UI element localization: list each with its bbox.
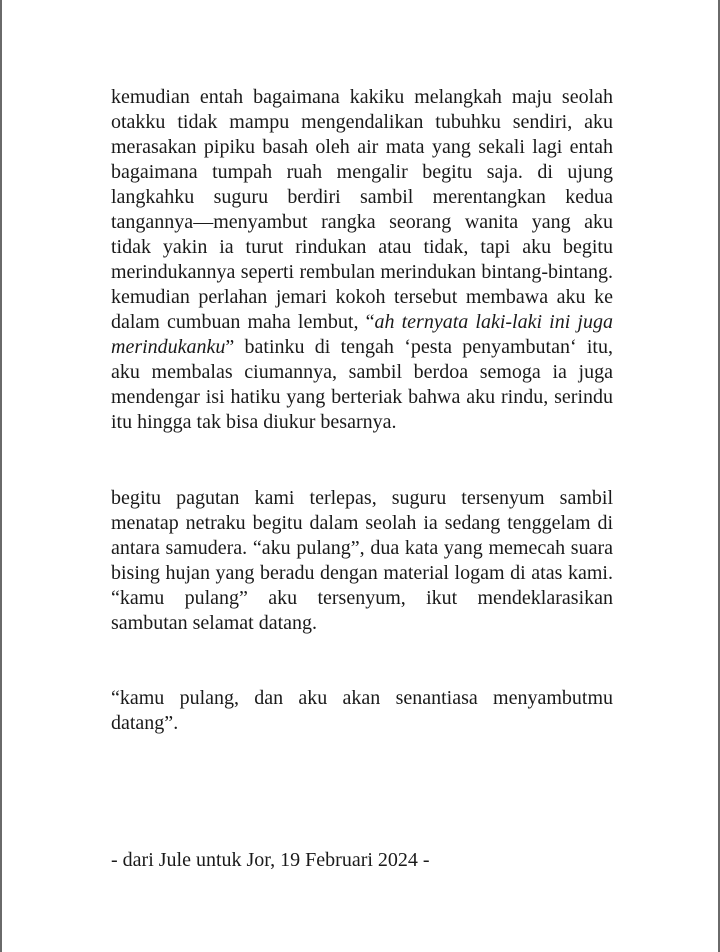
paragraph-3-text: “kamu pulang, dan aku akan senantiasa menyambutmu datang”. (111, 687, 613, 734)
paragraph-2-text: begitu pagutan kami terlepas, suguru tersenyum sambil menatap netraku begitu dalam seolah ia sedang tenggelam di antara samudera. “aku pulang”, dua kata yang memecah suara bising hujan yang beradu dengan material logam di atas kami. “kamu pulang” aku tersenyum, ikut mendeklarasikan sambutan selamat datang. (111, 487, 613, 634)
paragraph-1-start: kemudian entah bagaimana kakiku melangkah maju seolah otakku tidak mampu mengendalikan tubuhku sendiri, aku merasakan pipiku basah oleh air mata yang sekali lagi entah bagaimana tumpah ruah mengalir begitu saja. di ujung langkahku suguru berdiri sambil merentangkan kedua tangannya—menyambut rangka seorang wanita yang aku tidak yakin ia turut rindukan atau tidak, tapi aku begitu merindukannya seperti rembulan merindukan bintang-bintang. kemudian perlahan jemari kokoh tersebut membawa aku ke dalam cumbuan maha lembut, “ (111, 86, 613, 333)
paragraph-3 (111, 686, 613, 736)
signature-line: - dari Jule untuk Jor, 19 Februari 2024 - (111, 849, 430, 871)
paragraph-1-text (111, 85, 613, 435)
paragraph-1-end: ” batinku di tengah ‘pesta penyambutan‘ itu, aku membalas ciumannya, sambil berdoa semoga ia juga mendengar isi hatiku yang berteriak bahwa aku rindu, serindu itu hingga tak bisa diukur besarnya. (111, 336, 613, 433)
inner-thought-italic: ah ternyata laki-laki ini juga merindukanku (111, 311, 613, 358)
paragraph-1 (111, 85, 613, 435)
paragraph-2 (111, 486, 613, 636)
